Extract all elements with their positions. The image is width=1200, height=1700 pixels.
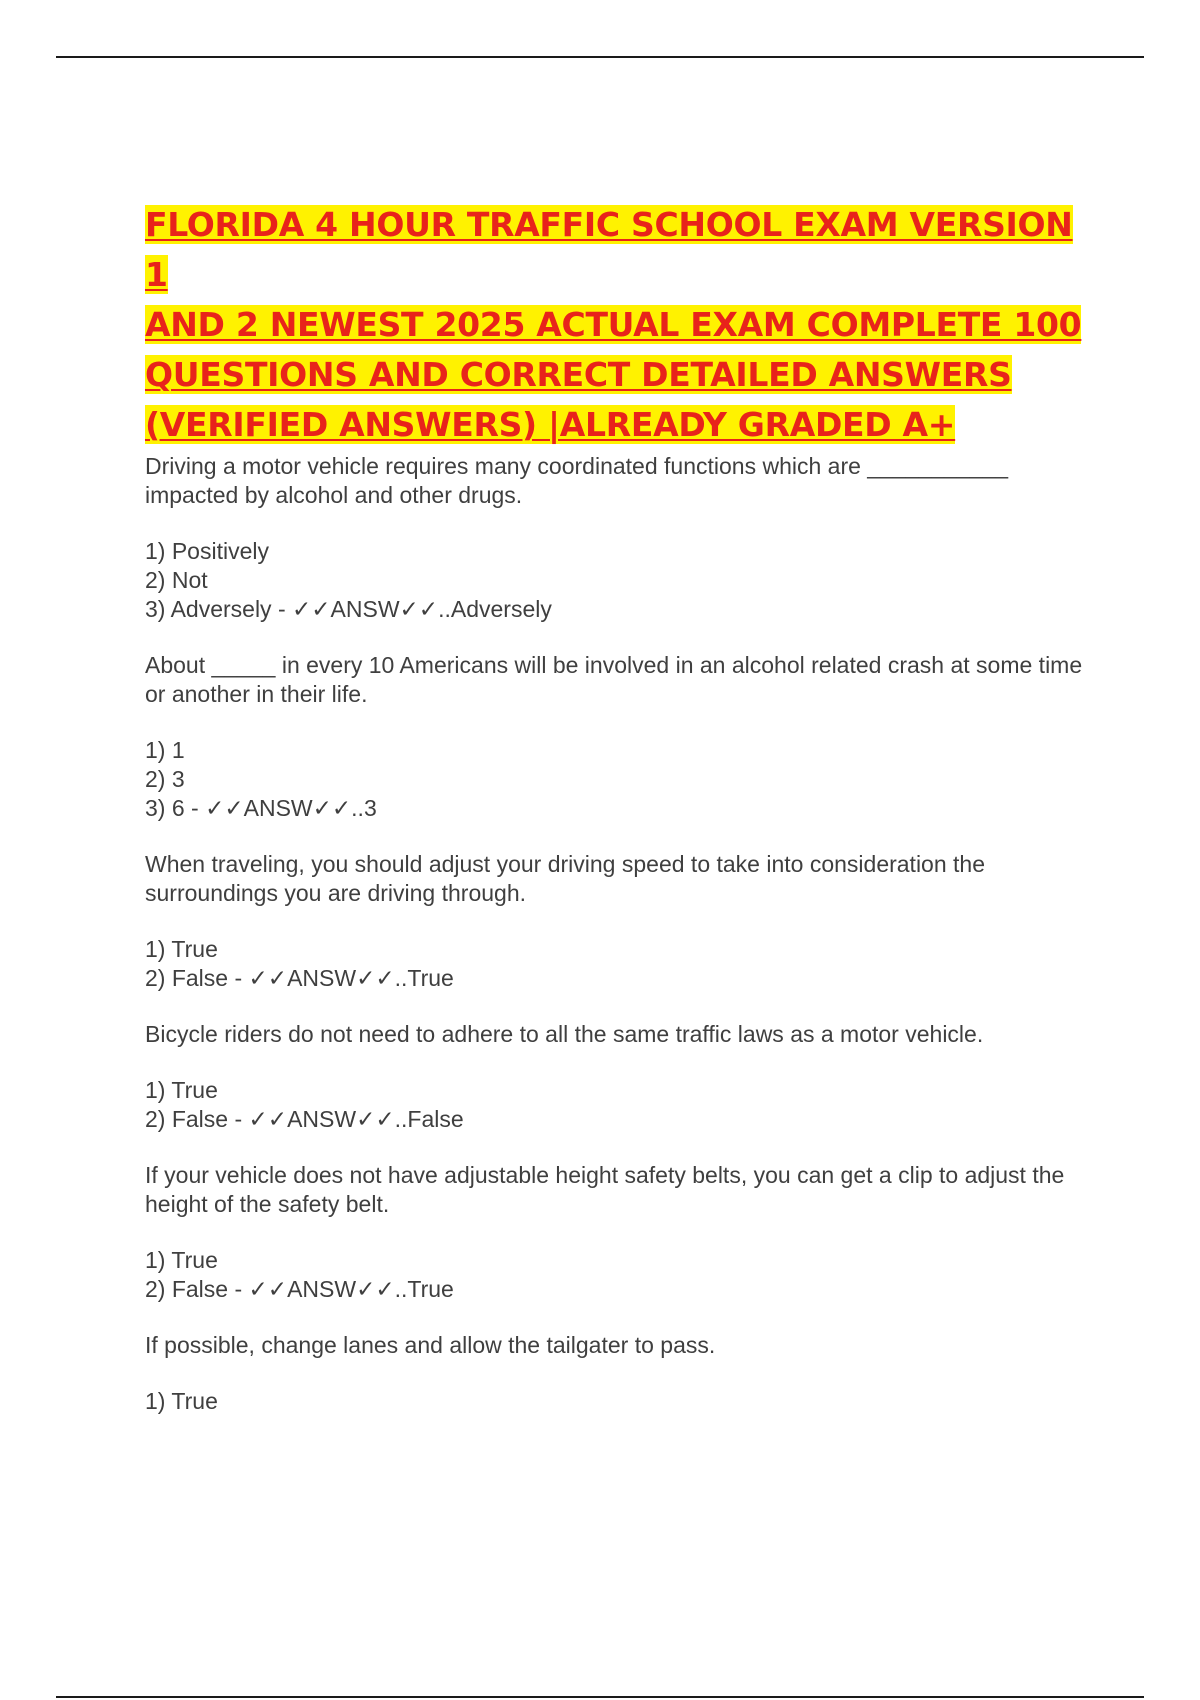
- footer-rule: [56, 1696, 1144, 1698]
- title-line: QUESTIONS AND CORRECT DETAILED ANSWERS: [145, 355, 1012, 394]
- answer-option: 2) Not: [145, 567, 208, 593]
- header-rule: [56, 56, 1144, 58]
- question-item: [145, 1020, 1105, 1134]
- answer-options: [145, 1246, 1105, 1304]
- answer-option: 1) True: [145, 1077, 218, 1103]
- question-text: Driving a motor vehicle requires many coordinated functions which are ___________ impacted by alcohol and other drugs.: [145, 453, 1008, 508]
- title-line: FLORIDA 4 HOUR TRAFFIC SCHOOL EXAM VERSION 1: [145, 205, 1073, 294]
- answer-option: 2) False - ✓✓ANSW✓✓..True: [145, 1276, 454, 1302]
- answer-option: 1) True: [145, 1247, 218, 1273]
- answer-options: [145, 1076, 1105, 1134]
- question-item: [145, 1331, 1105, 1416]
- answer-option: 1) Positively: [145, 538, 269, 564]
- answer-option: 1) 1: [145, 737, 185, 763]
- question-item: [145, 651, 1105, 823]
- answer-options: [145, 537, 1105, 624]
- question-text: Bicycle riders do not need to adhere to all the same traffic laws as a motor vehicle.: [145, 1021, 984, 1047]
- question-item: [145, 452, 1105, 624]
- question-text: About _____ in every 10 Americans will be involved in an alcohol related crash at some time or another in their life.: [145, 652, 1083, 707]
- question-item: [145, 1161, 1105, 1304]
- question-text: If possible, change lanes and allow the tailgater to pass.: [145, 1332, 716, 1358]
- answer-options: [145, 736, 1105, 823]
- title-line: AND 2 NEWEST 2025 ACTUAL EXAM COMPLETE 100: [145, 305, 1082, 344]
- answer-option: 3) 6 - ✓✓ANSW✓✓..3: [145, 795, 377, 821]
- question-text: When traveling, you should adjust your driving speed to take into consideration the surroundings you are driving through.: [145, 851, 986, 906]
- answer-option: 1) True: [145, 1388, 218, 1414]
- title-line: (VERIFIED ANSWERS) |ALREADY GRADED A+: [145, 405, 956, 444]
- answer-option: 1) True: [145, 936, 218, 962]
- question-item: [145, 850, 1105, 993]
- answer-options: [145, 935, 1105, 993]
- question-list: [145, 452, 1105, 1443]
- answer-option: 2) 3: [145, 766, 185, 792]
- document-title: [145, 200, 1095, 450]
- answer-option: 3) Adversely - ✓✓ANSW✓✓..Adversely: [145, 596, 552, 622]
- question-text: If your vehicle does not have adjustable height safety belts, you can get a clip to adjust the height of the safety belt.: [145, 1162, 1065, 1217]
- answer-options: [145, 1387, 1105, 1416]
- answer-option: 2) False - ✓✓ANSW✓✓..True: [145, 965, 454, 991]
- answer-option: 2) False - ✓✓ANSW✓✓..False: [145, 1106, 464, 1132]
